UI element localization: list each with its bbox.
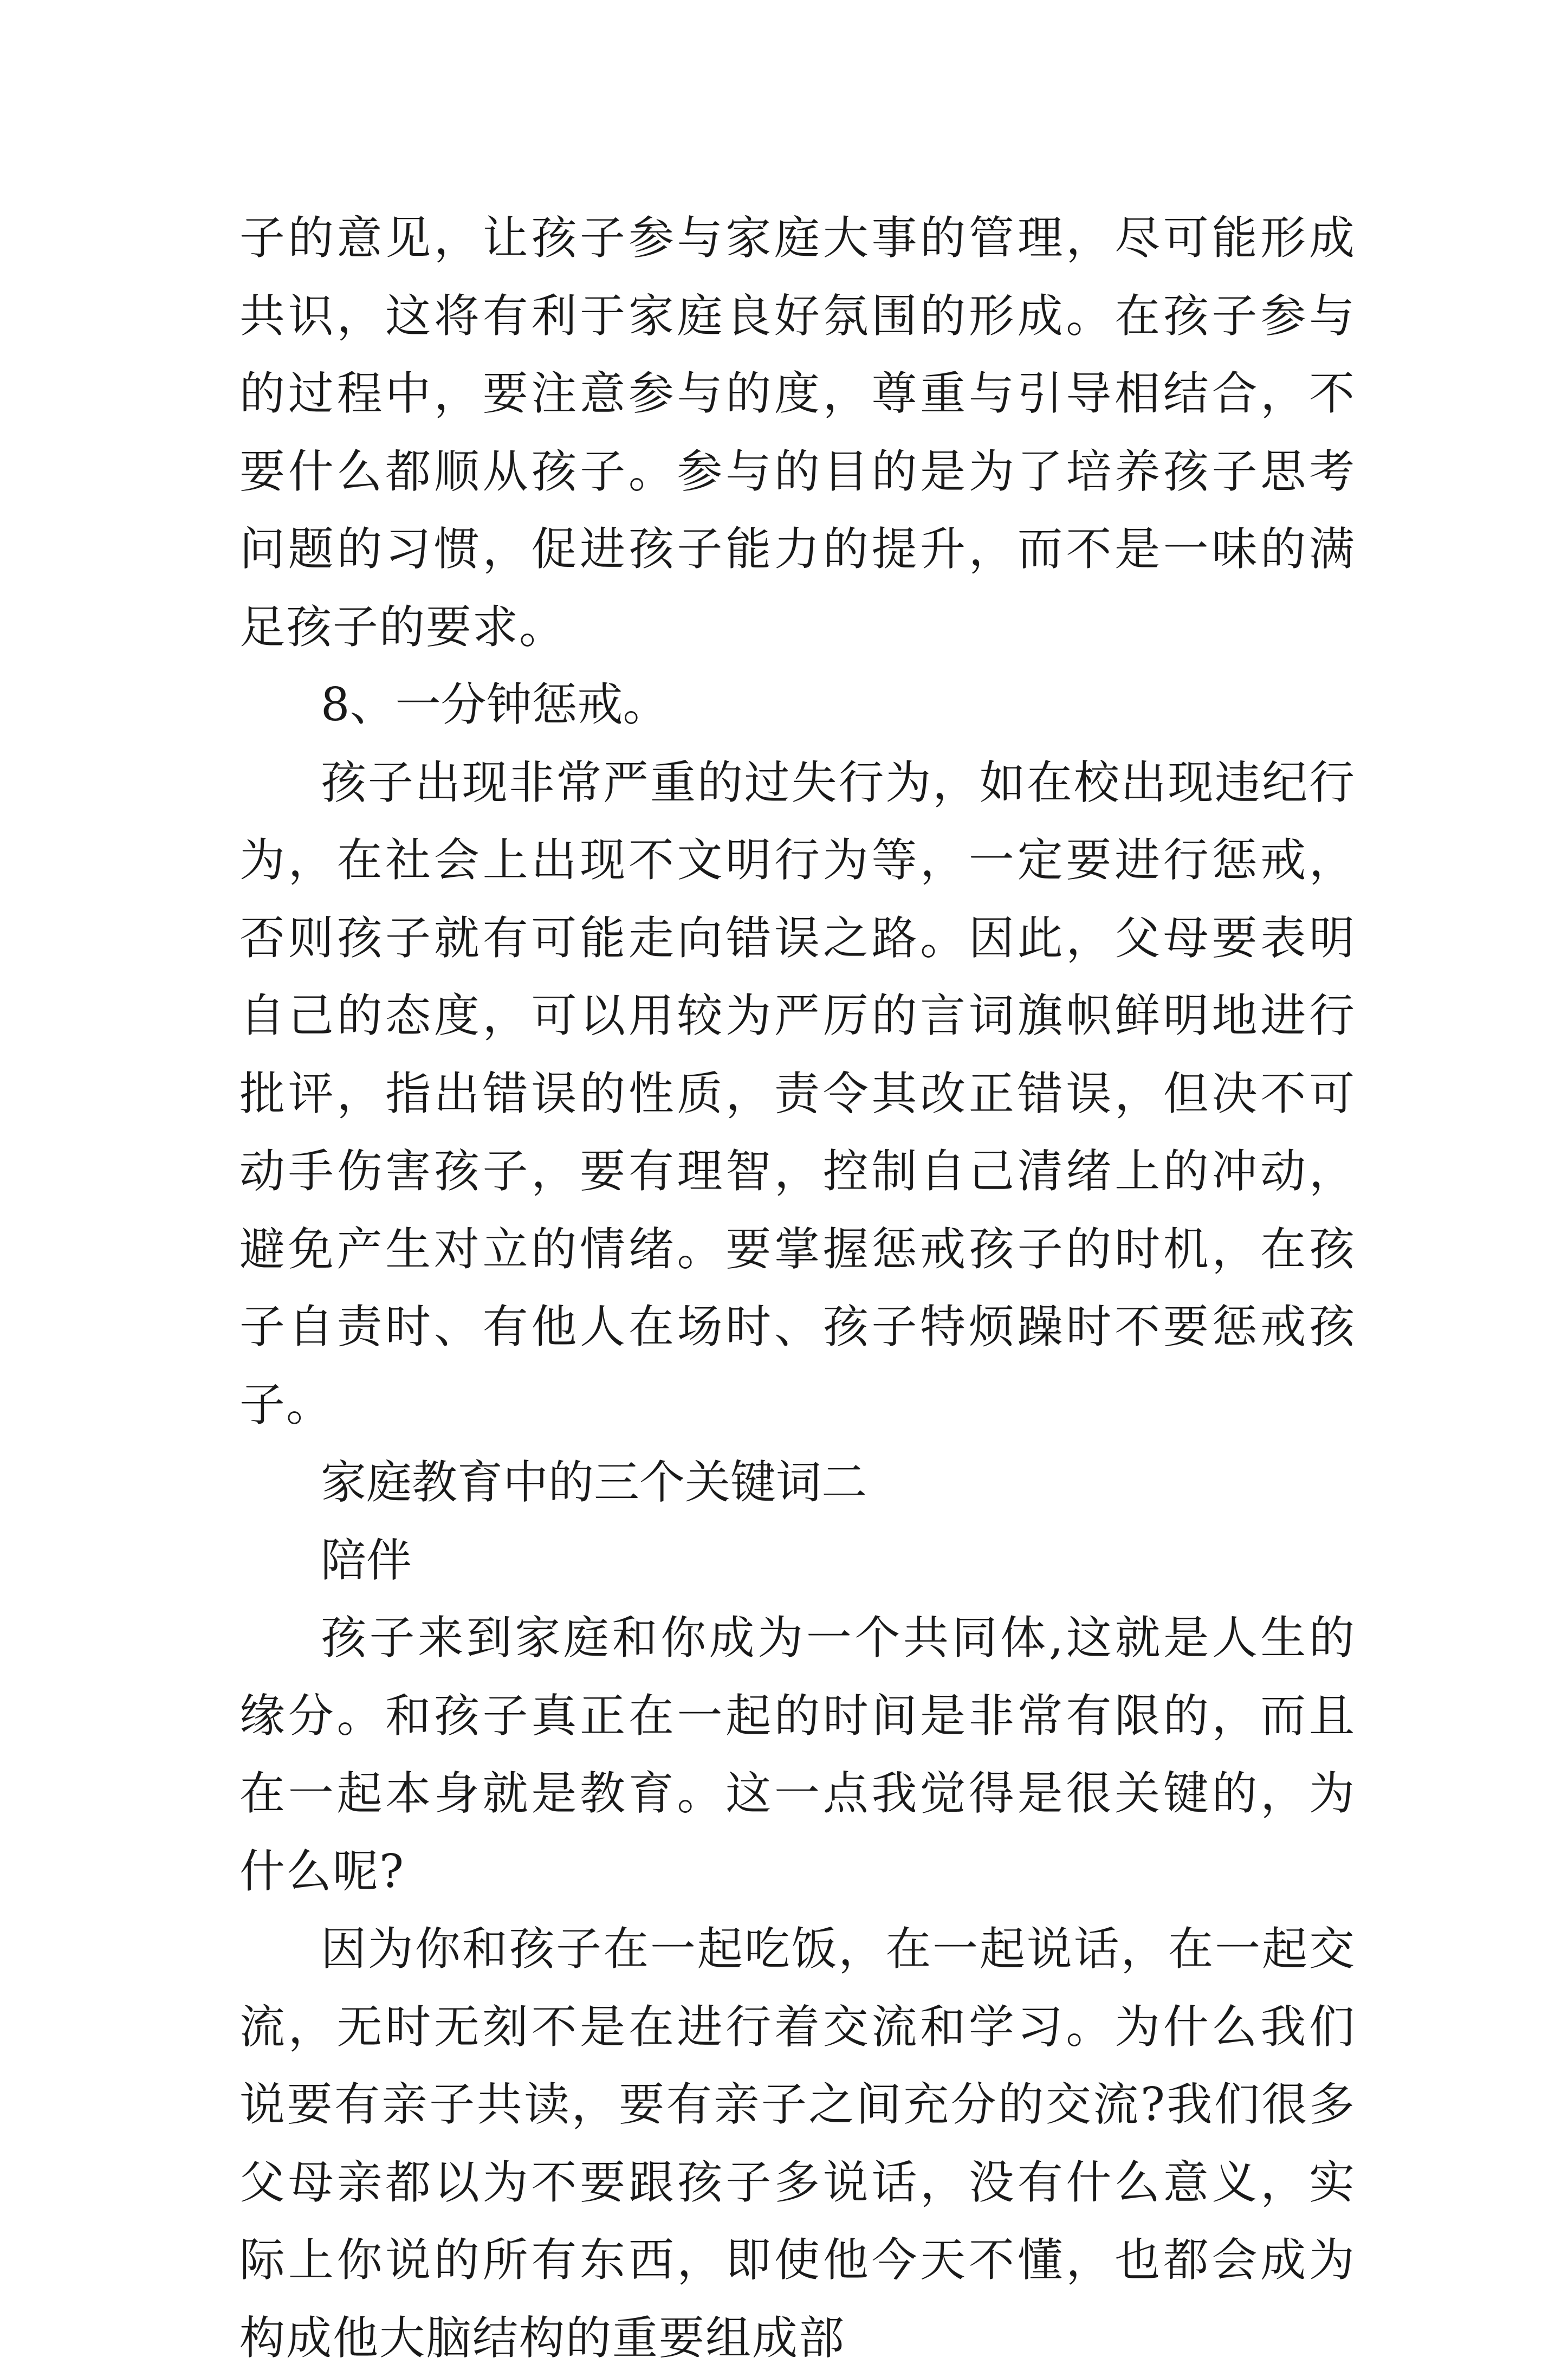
document-body <box>239 199 1356 2377</box>
paragraph-punishment: 孩子出现非常严重的过失行为，如在校出现违纪行为，在社会上出现不文明行为等，一定要进行惩戒，否则孩子就有可能走向错误之路。因此，父母要表明自己的态度，可以用较为严厉的言词旗帜鲜明地进行批评，指出错误的性质，责令其改正错误，但决不可动手伤害孩子，要有理智，控制自己清绪上的冲动，避免产生对立的情绪。要掌握惩戒孩子的时机，在孩子自责时、有他人在场时、孩子特烦躁时不要惩戒孩子。 <box>239 755 1356 1431</box>
section-heading-three-keywords: 家庭教育中的三个关键词二 <box>321 1456 867 1509</box>
section-heading-companionship: 陪伴 <box>321 1533 412 1587</box>
paragraph-companionship-intro: 孩子来到家庭和你成为一个共同体,这就是人生的缘分。和孩子真正在一起的时间是非常有限的，而且在一起本身就是教育。这一点我觉得是很关键的，为什么呢? <box>239 1611 1356 1898</box>
section-heading-one-minute-punishment: 8、一分钟惩戒。 <box>321 678 669 731</box>
paragraph-companionship-detail: 因为你和孩子在一起吃饭，在一起说话，在一起交流，无时无刻不是在进行着交流和学习。为什么我们说要有亲子共读，要有亲子之间充分的交流?我们很多父母亲都以为不要跟孩子多说话，没有什么意义，实际上你说的所有东西，即使他今天不懂，也都会成为构成他大脑结构的重要组成部 <box>239 1922 1356 2365</box>
paragraph-continuation: 子的意见，让孩子参与家庭大事的管理，尽可能形成共识，这将有利于家庭良好氛围的形成。在孩子参与的过程中，要注意参与的度，尊重与引导相结合，不要什么都顺从孩子。参与的目的是为了培养孩子思考问题的习惯，促进孩子能力的提升，而不是一味的满足孩子的要求。 <box>239 211 1356 654</box>
